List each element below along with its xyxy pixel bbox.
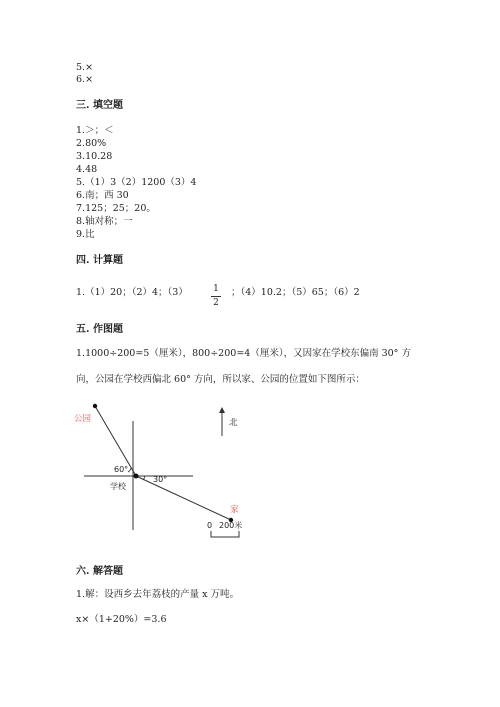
angle-30-label: 30° (153, 475, 168, 484)
scale-bar (211, 531, 239, 537)
scale-distance-label: 200米 (219, 521, 243, 530)
school-label: 学校 (110, 482, 126, 491)
north-label: 北 (229, 418, 238, 428)
section-4-title: 四. 计算题 (76, 255, 123, 266)
answer-line: 9.比 (76, 229, 95, 240)
calc-answer-after: ；（4）10.2；（5）65；（6）2 (231, 287, 360, 298)
answer-line: 5.（1）3（2）1200（3）4 (76, 177, 197, 188)
answer-line: 3.10.28 (76, 151, 113, 162)
solution-line-1: 1.解：设西乡去年荔枝的产量 x 万吨。 (76, 589, 239, 600)
section-5-title: 五. 作图题 (76, 324, 123, 335)
park-label: 公园 (74, 414, 92, 424)
answer-line: 7.125；25；20。 (76, 203, 156, 214)
park-point (93, 404, 97, 408)
angle-60-label: 60° (114, 465, 129, 474)
angle-60-arc (128, 468, 131, 472)
school-to-home-line (136, 476, 231, 520)
answer-line: 4.48 (76, 164, 98, 175)
top-answer-6: 6.× (76, 74, 94, 85)
north-arrow-head (219, 407, 225, 413)
school-point (134, 474, 139, 479)
calc-answer-before: 1.（1）20；（2）4；（3） (76, 287, 188, 298)
answer-line: 2.80% (76, 138, 107, 149)
home-label: 家 (230, 505, 239, 515)
section-6-title: 六. 解答题 (76, 566, 123, 577)
answer-line: 6.南；西 30 (76, 190, 129, 201)
scale-zero-label: 0 (207, 521, 213, 530)
fraction-denominator: 2 (213, 298, 219, 308)
solution-line-2: x×（1+20%）=3.6 (76, 614, 167, 625)
answer-line: 1.＞；＜ (76, 125, 114, 136)
fraction-numerator: 1 (213, 284, 219, 294)
drawing-explanation-line-2: 向，公园在学校西偏北 60° 方向，所以家、公园的位置如下图所示： (76, 374, 365, 385)
answer-line: 8.轴对称；一 (76, 216, 133, 227)
drawing-explanation-line-1: 1.1000÷200=5（厘米），800÷200=4（厘米），又因家在学校东偏南 30° 方 (76, 348, 411, 359)
section-3-title: 三. 填空题 (76, 100, 123, 111)
top-answer-5: 5.× (76, 62, 94, 73)
